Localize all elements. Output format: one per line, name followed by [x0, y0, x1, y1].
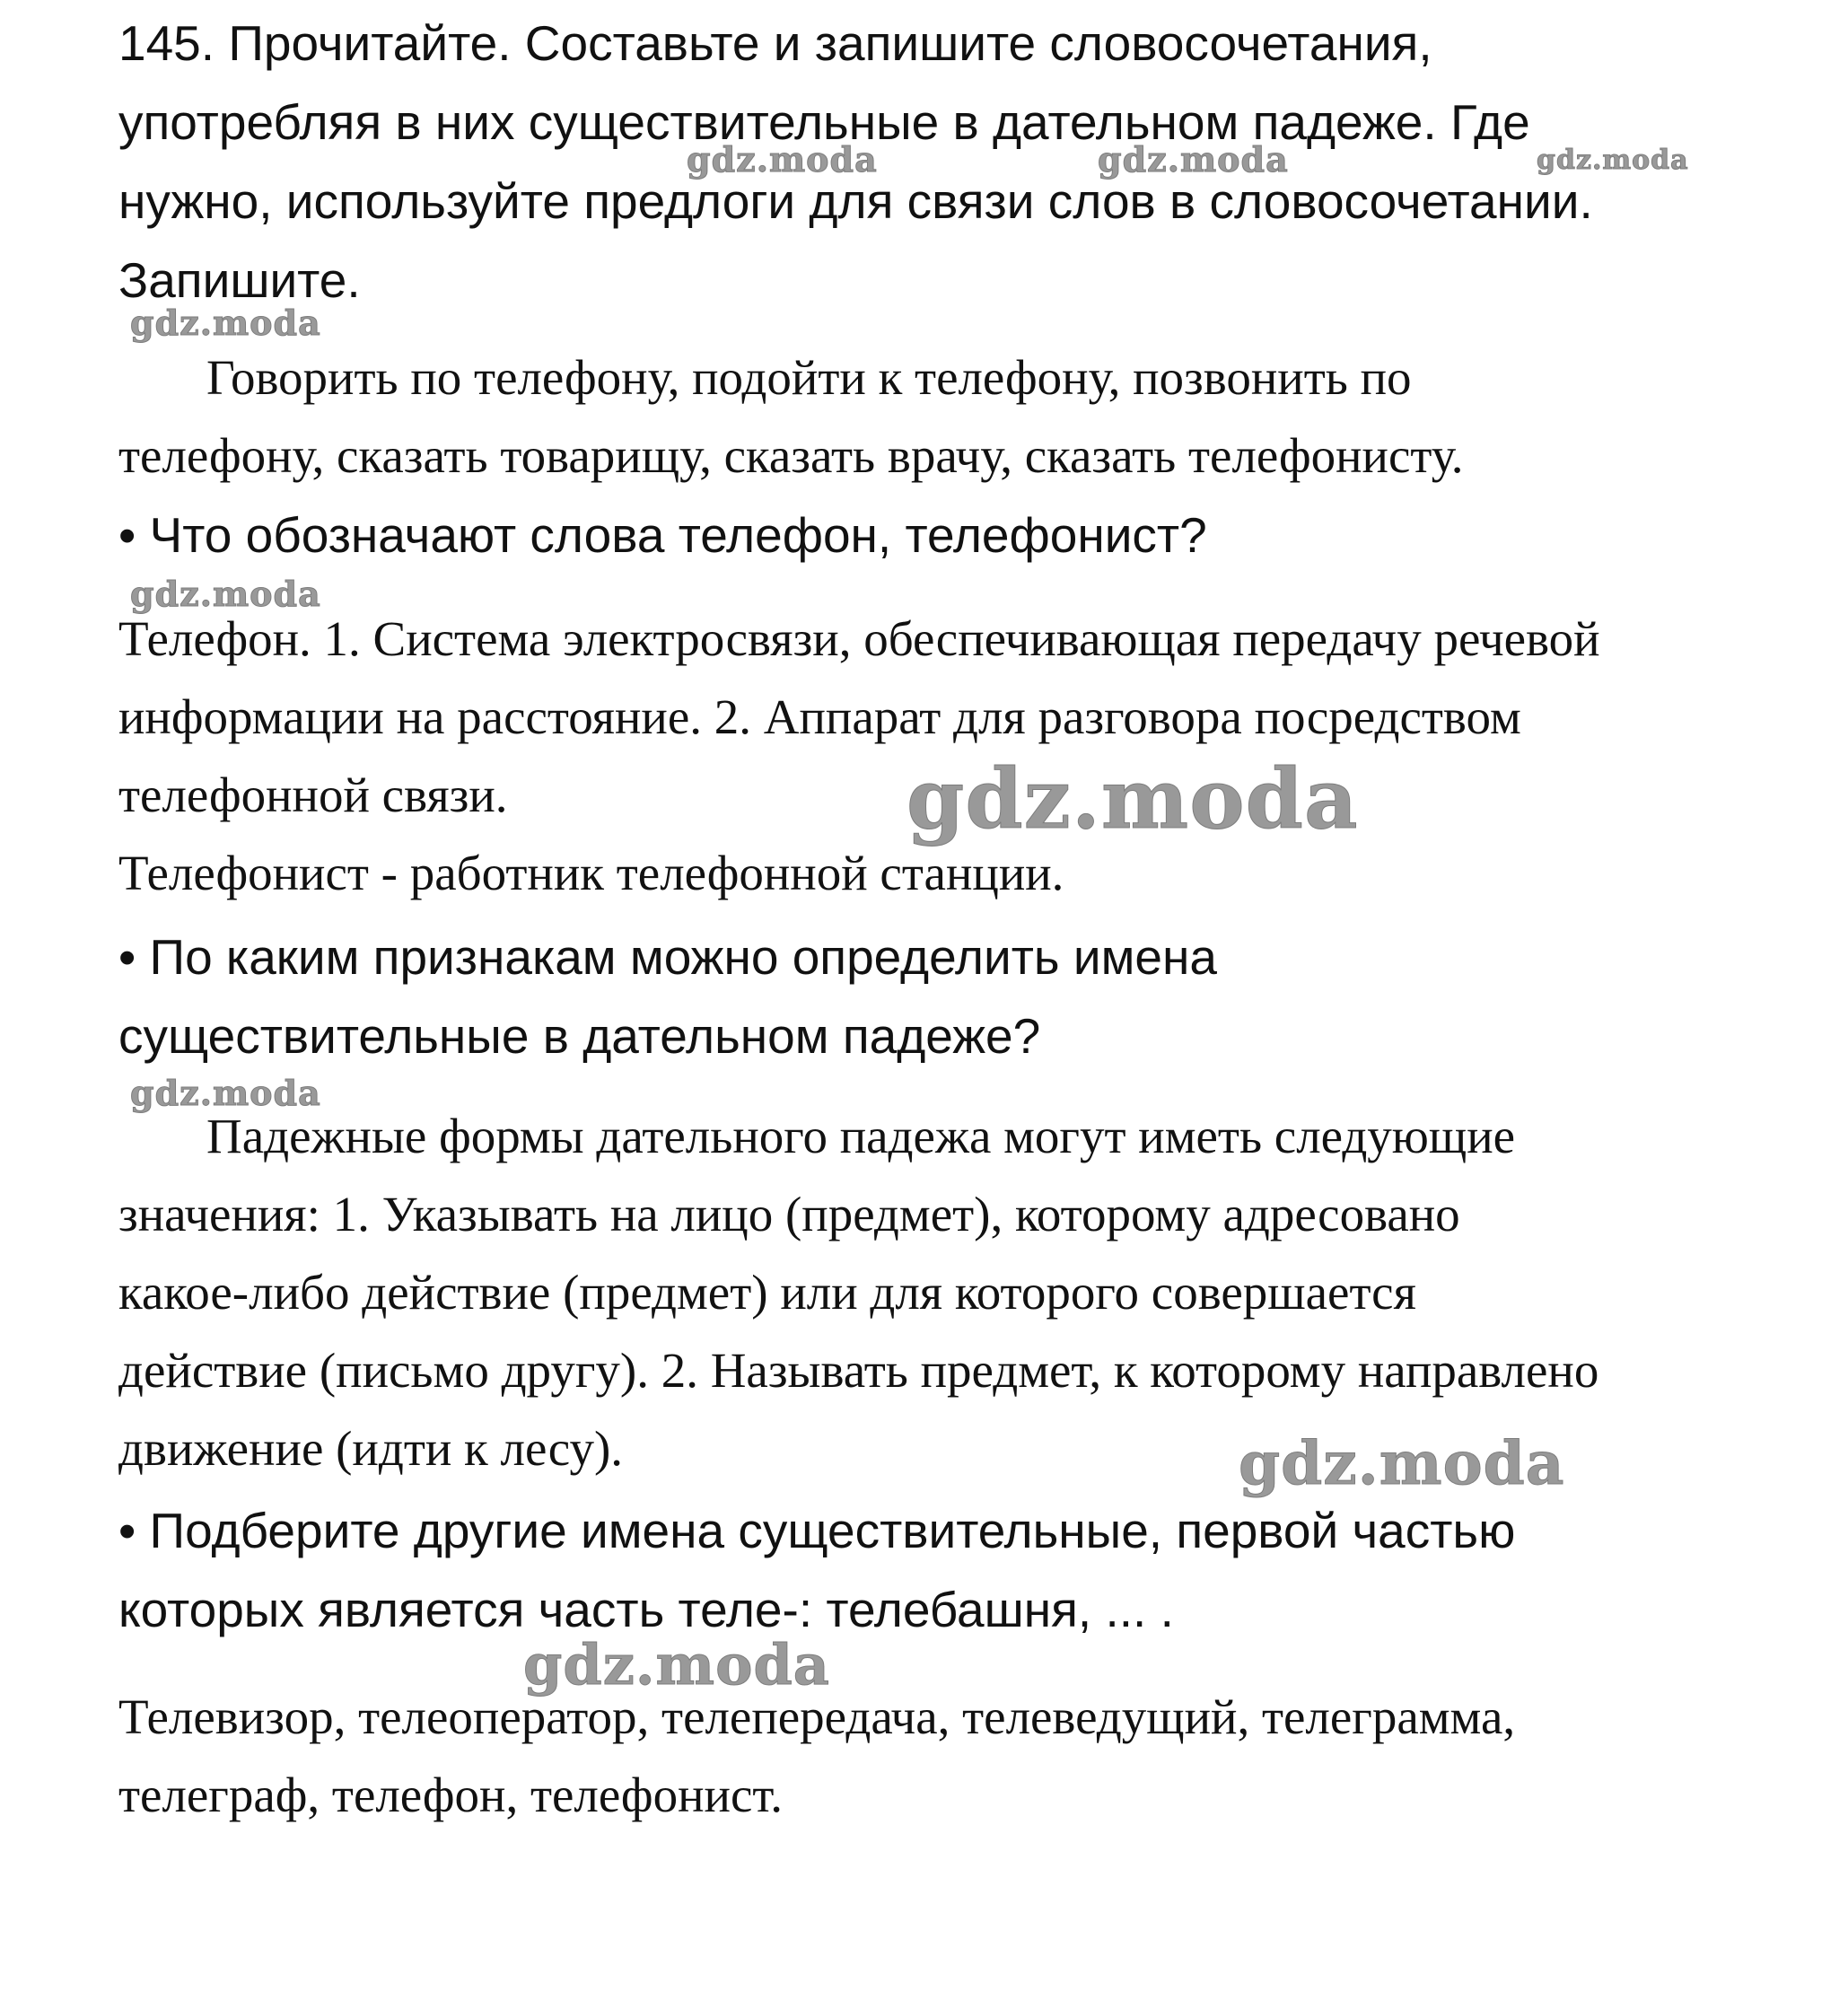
question-signs-line-1: • По каким признакам можно определить имена — [118, 929, 1217, 985]
answer-dative-line-3: какое-либо действие (предмет) или для которого совершается — [118, 1265, 1416, 1320]
watermark-logo: gdz.moda — [130, 574, 321, 614]
question-signs — [118, 917, 1217, 1075]
watermark-logo: gdz.moda — [1098, 139, 1289, 180]
question-meaning — [118, 496, 1207, 575]
watermark-logo: gdz.moda — [1537, 145, 1689, 176]
answer-definitions-line-4: Телефонист - работник телефонной станции. — [118, 846, 1064, 900]
task-line-3: нужно, используйте предлоги для связи слов в словосочетании. — [118, 173, 1593, 229]
task-line-2: употребляя в них существительные в дательном падеже. Где — [118, 94, 1530, 150]
answer-definitions-line-3: телефонной связи. — [118, 768, 508, 822]
answer-tele-words-line-1: Телевизор, телеоператор, телепередача, телеведущий, телеграмма, — [118, 1689, 1516, 1744]
answer-definitions — [118, 600, 1600, 912]
answer-definitions-line-1: Телефон. 1. Система электросвязи, обеспечивающая передачу речевой — [118, 611, 1600, 666]
watermark-logo: gdz.moda — [130, 1073, 321, 1113]
task-line-1: 145. Прочитайте. Составьте и запишите словосочетания, — [118, 15, 1432, 71]
answer-phrases-line-1: Говорить по телефону, подойти к телефону, позвонить по — [206, 350, 1412, 405]
watermark-logo: gdz.moda — [130, 303, 321, 343]
answer-phrases — [118, 338, 1463, 495]
question-tele-line-2: которых является часть теле-: телебашня, ... . — [118, 1582, 1174, 1637]
task-line-4: Запишите. — [118, 252, 361, 308]
answer-dative-line-4: действие (письмо другу). 2. Называть предмет, к которому направлено — [118, 1343, 1599, 1398]
watermark-logo: gdz.moda — [523, 1632, 830, 1698]
answer-phrases-line-2: телефону, сказать товарищу, сказать врачу, сказать телефонисту. — [118, 428, 1464, 483]
watermark-logo: gdz.moda — [906, 750, 1359, 847]
question-tele-line-1: • Подберите другие имена существительные, первой частью — [118, 1503, 1516, 1558]
watermark-logo: gdz.moda — [1239, 1428, 1565, 1498]
answer-dative-line-5: движение (идти к лесу). — [118, 1421, 624, 1476]
question-meaning-line-1: • Что обозначают слова телефон, телефонист? — [118, 507, 1207, 563]
watermark-logo: gdz.moda — [687, 139, 878, 180]
question-signs-line-2: существительные в дательном падеже? — [118, 1008, 1041, 1064]
question-tele — [118, 1491, 1515, 1649]
answer-dative-line-2: значения: 1. Указывать на лицо (предмет), которому адресовано — [118, 1187, 1460, 1241]
answer-definitions-line-2: информации на расстояние. 2. Аппарат для разговора посредством — [118, 689, 1521, 744]
answer-tele-words-line-2: телеграф, телефон, телефонист. — [118, 1768, 784, 1822]
answer-dative-line-1: Падежные формы дательного падежа могут иметь следующие — [206, 1109, 1516, 1163]
answer-tele-words — [118, 1678, 1515, 1834]
